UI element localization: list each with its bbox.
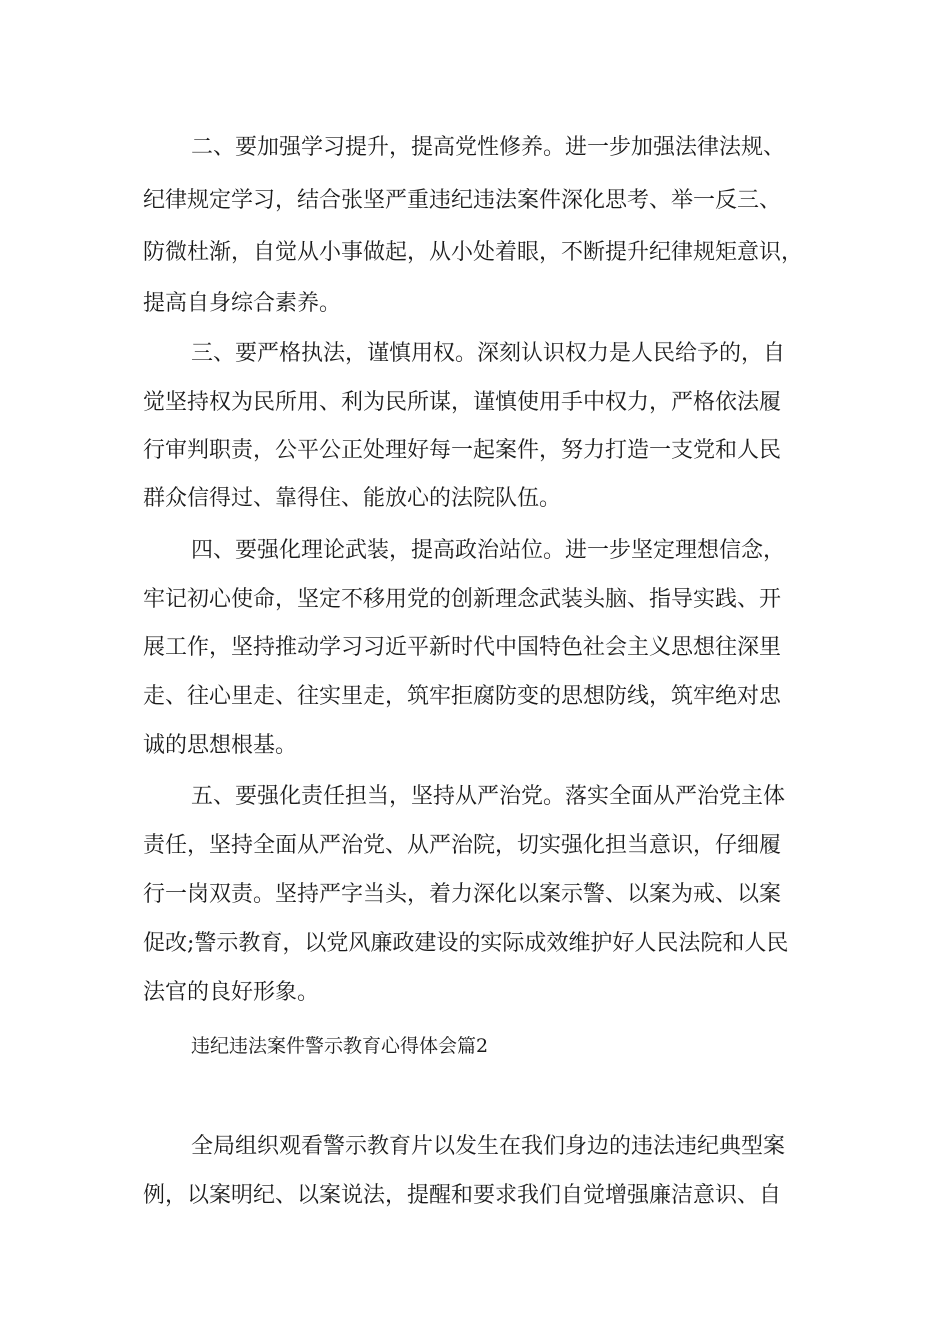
paragraph-line: 三、要严格执法，谨慎用权。深刻认识权力是人民给予的，自: [191, 341, 786, 366]
paragraph-line: 责任，坚持全面从严治党、从严治院，切实强化担当意识，仔细履: [143, 833, 782, 858]
paragraph-line: 行一岗双责。坚持严字当头，着力深化以案示警、以案为戒、以案: [143, 882, 782, 907]
paragraph-line: 展工作，坚持推动学习习近平新时代中国特色社会主义思想往深里: [143, 635, 782, 660]
paragraph-line: 例，以案明纪、以案说法，提醒和要求我们自觉增强廉洁意识、自: [143, 1183, 782, 1208]
paragraph-line: 群众信得过、靠得住、能放心的法院队伍。: [143, 486, 562, 511]
paragraph-line: 纪律规定学习，结合张坚严重违纪违法案件深化思考、举一反三、: [143, 188, 782, 213]
paragraph-line: 法官的良好形象。: [143, 980, 320, 1005]
paragraph-line: 五、要强化责任担当，坚持从严治党。落实全面从严治党主体: [191, 784, 786, 809]
paragraph-line: 四、要强化理论武装，提高政治站位。进一步坚定理想信念，: [191, 538, 786, 563]
paragraph-line: 二、要加强学习提升，提高党性修养。进一步加强法律法规、: [191, 135, 786, 160]
paragraph-line: 提高自身综合素养。: [143, 291, 342, 316]
paragraph-line: 诚的思想根基。: [143, 733, 298, 758]
section-heading: 违纪违法案件警示教育心得体会篇2: [191, 1035, 489, 1057]
paragraph-line: 促改;警示教育，以党风廉政建设的实际成效维护好人民法院和人民: [143, 931, 789, 956]
paragraph-line: 行审判职责，公平公正处理好每一起案件，努力打造一支党和人民: [143, 438, 782, 463]
paragraph-line: 全局组织观看警示教育片以发生在我们身边的违法违纪典型案: [191, 1134, 786, 1159]
paragraph-line: 牢记初心使命，坚定不移用党的创新理念武装头脑、指导实践、开: [143, 587, 782, 612]
paragraph-line: 防微杜渐，自觉从小事做起，从小处着眼，不断提升纪律规矩意识，: [143, 240, 804, 265]
paragraph-line: 觉坚持权为民所用、利为民所谋，谨慎使用手中权力，严格依法履: [143, 390, 782, 415]
paragraph-line: 走、往心里走、往实里走，筑牢拒腐防变的思想防线，筑牢绝对忠: [143, 684, 782, 709]
